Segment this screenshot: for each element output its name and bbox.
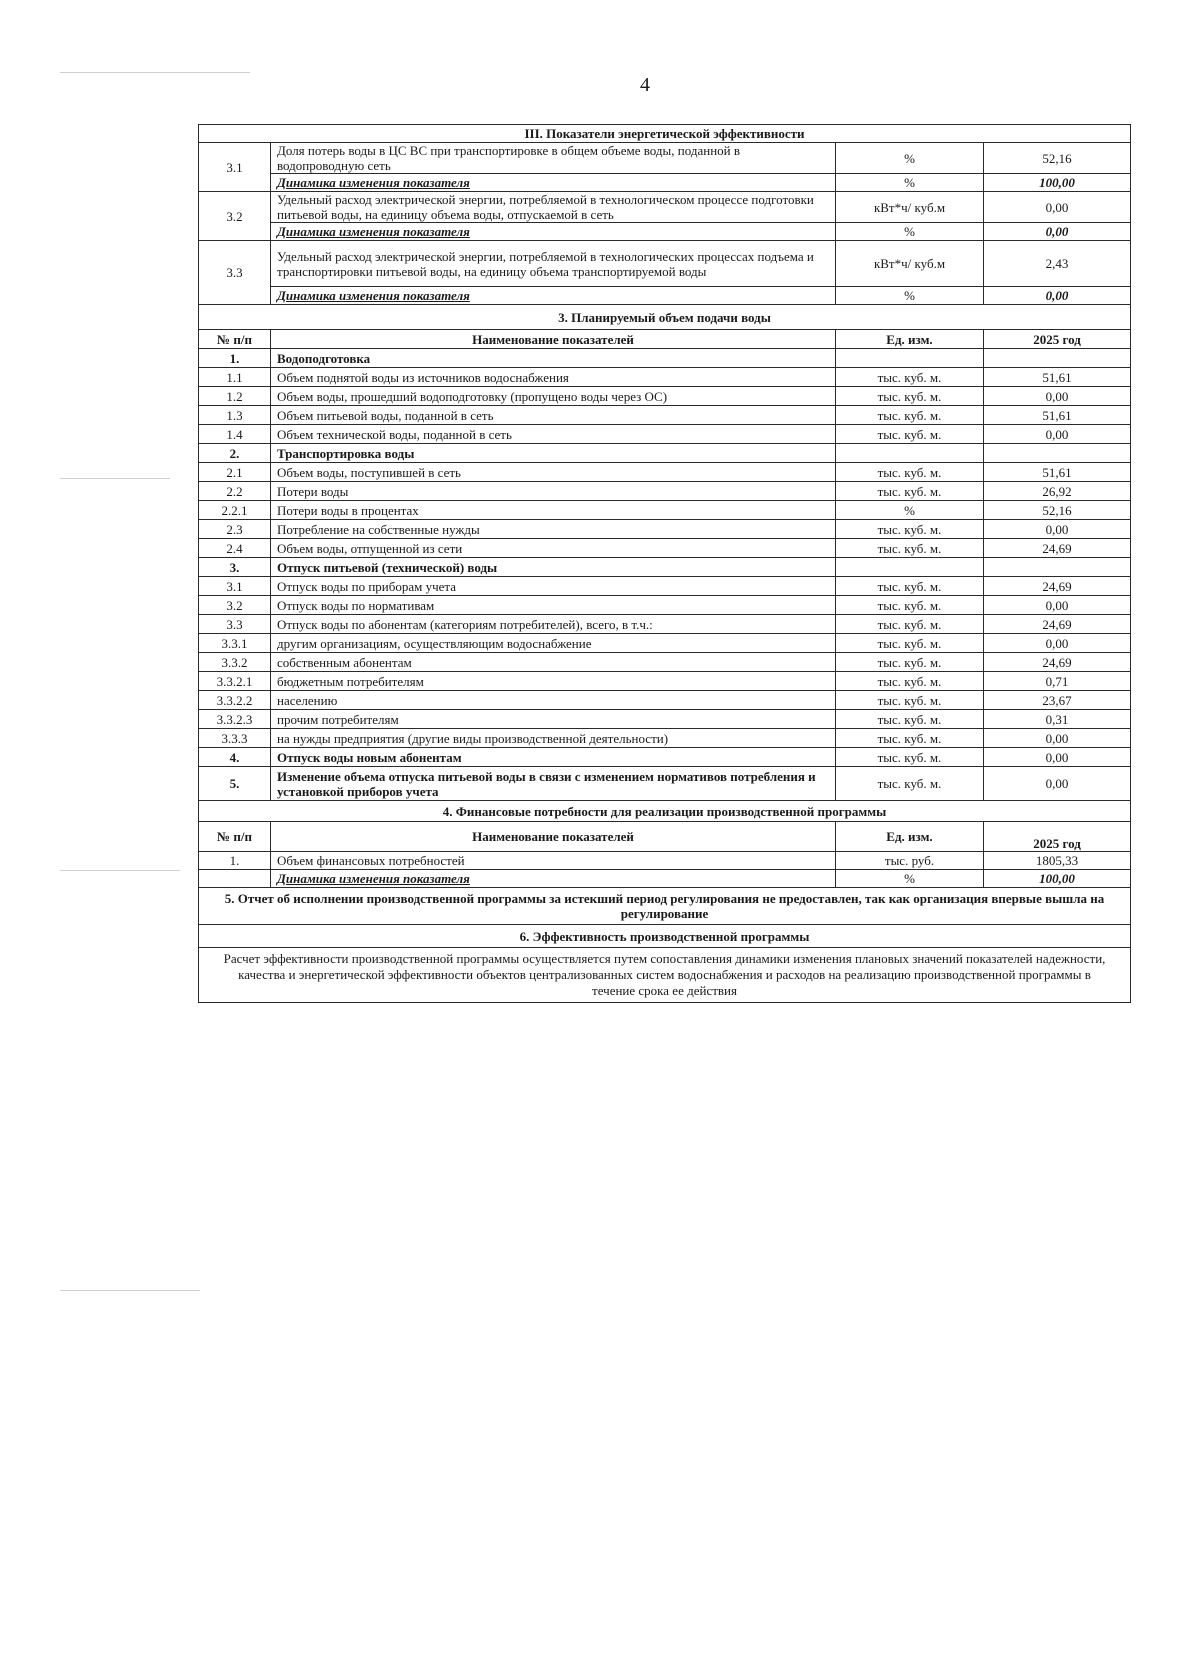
- energy-row-num: 3.2: [199, 192, 271, 241]
- supply-row-unit: тыс. куб. м.: [836, 691, 984, 710]
- supply-row-value: [984, 444, 1131, 463]
- energy-row-unit: %: [836, 143, 984, 174]
- supply-row-num: 2.3: [199, 520, 271, 539]
- supply-row-name: Изменение объема отпуска питьевой воды в связи с изменением нормативов потребления и установкой приборов учета: [271, 767, 836, 801]
- supply-row-name: Объем воды, поступившей в сеть: [271, 463, 836, 482]
- supply-row-unit: тыс. куб. м.: [836, 729, 984, 748]
- header-name: Наименование показателей: [271, 822, 836, 852]
- supply-row: [199, 634, 1131, 653]
- energy-row-value: 0,00: [984, 192, 1131, 223]
- supply-row-value: 24,69: [984, 653, 1131, 672]
- finance-row-name: Объем финансовых потребностей: [271, 852, 836, 870]
- header-num: № п/п: [199, 330, 271, 349]
- supply-row-unit: тыс. куб. м.: [836, 482, 984, 501]
- supply-row-name: собственным абонентам: [271, 653, 836, 672]
- supply-row-num: 1.: [199, 349, 271, 368]
- supply-row-unit: тыс. куб. м.: [836, 596, 984, 615]
- supply-row-unit: тыс. куб. м.: [836, 539, 984, 558]
- section-6-title: 6. Эффективность производственной программы: [199, 925, 1131, 948]
- supply-row-num: 2.2: [199, 482, 271, 501]
- supply-row-num: 3.3.1: [199, 634, 271, 653]
- supply-row-name: Потребление на собственные нужды: [271, 520, 836, 539]
- dynamics-value: 100,00: [984, 174, 1131, 192]
- section-3-title: 3. Планируемый объем подачи воды: [199, 305, 1131, 330]
- supply-row: [199, 748, 1131, 767]
- section-6-text: Расчет эффективности производственной программы осуществляется путем сопоставления динамики изменения плановых значений показателей надежности, качества и энергетической эффективности объектов централизованных систем водоснабжения и расходов на реализацию производственной программы в течение срока ее действия: [199, 948, 1131, 1003]
- finance-dynamics-unit: %: [836, 870, 984, 888]
- supply-row-num: 3.1: [199, 577, 271, 596]
- supply-row-unit: [836, 349, 984, 368]
- supply-row-value: [984, 558, 1131, 577]
- dynamics-unit: %: [836, 287, 984, 305]
- supply-row-num: 2.4: [199, 539, 271, 558]
- supply-row-value: 24,69: [984, 539, 1131, 558]
- supply-row: [199, 425, 1131, 444]
- supply-row-num: 3.3.2.1: [199, 672, 271, 691]
- supply-row-value: 23,67: [984, 691, 1131, 710]
- supply-row-value: 0,00: [984, 425, 1131, 444]
- supply-row-name: другим организациям, осуществляющим водоснабжение: [271, 634, 836, 653]
- supply-row: [199, 368, 1131, 387]
- dynamics-label: Динамика изменения показателя: [271, 223, 836, 241]
- document-body: [198, 124, 1130, 1003]
- supply-row: [199, 596, 1131, 615]
- supply-row-unit: тыс. куб. м.: [836, 463, 984, 482]
- energy-row-name: Удельный расход электрической энергии, потребляемой в технологическом процессе подготовки питьевой воды, на единицу объема воды, отпускаемой в сеть: [271, 192, 836, 223]
- supply-row-num: 3.3.2.3: [199, 710, 271, 729]
- supply-row-name: Объем питьевой воды, поданной в сеть: [271, 406, 836, 425]
- energy-row-unit: кВт*ч/ куб.м: [836, 241, 984, 287]
- supply-row-name: на нужды предприятия (другие виды производственной деятельности): [271, 729, 836, 748]
- supply-row-unit: %: [836, 501, 984, 520]
- supply-row-name: Потери воды: [271, 482, 836, 501]
- supply-row-unit: тыс. куб. м.: [836, 672, 984, 691]
- supply-row: [199, 558, 1131, 577]
- header-year: 2025 год: [984, 822, 1131, 852]
- supply-row: [199, 710, 1131, 729]
- supply-row-num: 3.2: [199, 596, 271, 615]
- supply-row-unit: тыс. куб. м.: [836, 520, 984, 539]
- supply-row-value: 0,00: [984, 634, 1131, 653]
- supply-row-num: 3.3.2.2: [199, 691, 271, 710]
- supply-row-name: Объем поднятой воды из источников водоснабжения: [271, 368, 836, 387]
- supply-row-name: Водоподготовка: [271, 349, 836, 368]
- supply-row-value: 0,00: [984, 767, 1131, 801]
- finance-dynamics-label: Динамика изменения показателя: [271, 870, 836, 888]
- supply-row-unit: [836, 558, 984, 577]
- supply-row-value: 51,61: [984, 368, 1131, 387]
- supply-row-value: 0,00: [984, 596, 1131, 615]
- supply-row-unit: тыс. куб. м.: [836, 710, 984, 729]
- supply-row-name: Отпуск воды новым абонентам: [271, 748, 836, 767]
- supply-row-num: 5.: [199, 767, 271, 801]
- supply-row-value: 0,00: [984, 520, 1131, 539]
- supply-row-name: Объем воды, отпущенной из сети: [271, 539, 836, 558]
- supply-row-name: Объем воды, прошедший водоподготовку (пропущено воды через ОС): [271, 387, 836, 406]
- section-4-title: 4. Финансовые потребности для реализации производственной программы: [199, 801, 1131, 822]
- supply-row-name: Отпуск воды по абонентам (категориям потребителей), всего, в т.ч.:: [271, 615, 836, 634]
- supply-row: [199, 463, 1131, 482]
- dynamics-value: 0,00: [984, 287, 1131, 305]
- supply-row-unit: тыс. куб. м.: [836, 406, 984, 425]
- header-unit: Ед. изм.: [836, 330, 984, 349]
- header-unit: Ед. изм.: [836, 822, 984, 852]
- supply-row-name: прочим потребителям: [271, 710, 836, 729]
- program-table: [198, 124, 1131, 1003]
- supply-row-num: 3.3.2: [199, 653, 271, 672]
- section-energy-title: III. Показатели энергетической эффективности: [199, 125, 1131, 143]
- supply-row-unit: тыс. куб. м.: [836, 767, 984, 801]
- supply-row: [199, 577, 1131, 596]
- header-num: № п/п: [199, 822, 271, 852]
- header-year: 2025 год: [984, 330, 1131, 349]
- supply-row-num: 1.1: [199, 368, 271, 387]
- supply-row-name: Транспортировка воды: [271, 444, 836, 463]
- supply-row-value: 24,69: [984, 577, 1131, 596]
- section-5-text: 5. Отчет об исполнении производственной программы за истекший период регулирования не предоставлен, так как организация впервые вышла на регулирование: [199, 888, 1131, 925]
- supply-row-value: 0,31: [984, 710, 1131, 729]
- supply-row-value: 0,00: [984, 729, 1131, 748]
- supply-row: [199, 349, 1131, 368]
- supply-row-unit: тыс. куб. м.: [836, 387, 984, 406]
- supply-row-num: 2.2.1: [199, 501, 271, 520]
- supply-row-name: Объем технической воды, поданной в сеть: [271, 425, 836, 444]
- dynamics-value: 0,00: [984, 223, 1131, 241]
- supply-row-num: 1.3: [199, 406, 271, 425]
- supply-row: [199, 444, 1131, 463]
- page-number: 4: [640, 74, 650, 96]
- supply-row-value: 26,92: [984, 482, 1131, 501]
- supply-row-name: населению: [271, 691, 836, 710]
- energy-row-unit: кВт*ч/ куб.м: [836, 192, 984, 223]
- supply-row-value: [984, 349, 1131, 368]
- dynamics-label: Динамика изменения показателя: [271, 174, 836, 192]
- supply-row-num: 1.2: [199, 387, 271, 406]
- supply-row-value: 52,16: [984, 501, 1131, 520]
- supply-row-unit: тыс. куб. м.: [836, 653, 984, 672]
- supply-row: [199, 767, 1131, 801]
- supply-row-value: 0,71: [984, 672, 1131, 691]
- supply-row: [199, 387, 1131, 406]
- supply-row: [199, 691, 1131, 710]
- supply-row-value: 0,00: [984, 387, 1131, 406]
- supply-row-unit: тыс. куб. м.: [836, 425, 984, 444]
- dynamics-unit: %: [836, 223, 984, 241]
- supply-row-name: бюджетным потребителям: [271, 672, 836, 691]
- dynamics-unit: %: [836, 174, 984, 192]
- supply-row-num: 3.3.3: [199, 729, 271, 748]
- supply-row-num: 2.: [199, 444, 271, 463]
- energy-row-value: 52,16: [984, 143, 1131, 174]
- header-name: Наименование показателей: [271, 330, 836, 349]
- supply-row-unit: тыс. куб. м.: [836, 634, 984, 653]
- supply-row-value: 24,69: [984, 615, 1131, 634]
- supply-row-unit: тыс. куб. м.: [836, 748, 984, 767]
- supply-row: [199, 539, 1131, 558]
- supply-row-num: 3.: [199, 558, 271, 577]
- supply-row-name: Отпуск воды по нормативам: [271, 596, 836, 615]
- energy-row-num: 3.3: [199, 241, 271, 305]
- energy-row-num: 3.1: [199, 143, 271, 192]
- supply-row: [199, 672, 1131, 691]
- supply-row: [199, 729, 1131, 748]
- supply-row: [199, 615, 1131, 634]
- supply-rows: [199, 349, 1131, 801]
- dynamics-label: Динамика изменения показателя: [271, 287, 836, 305]
- supply-row-value: 51,61: [984, 463, 1131, 482]
- supply-row-unit: [836, 444, 984, 463]
- supply-row-num: 4.: [199, 748, 271, 767]
- supply-row: [199, 406, 1131, 425]
- finance-row-num: 1.: [199, 852, 271, 870]
- supply-row-unit: тыс. куб. м.: [836, 577, 984, 596]
- energy-row-name: Доля потерь воды в ЦС ВС при транспортировке в общем объеме воды, поданной в водопроводную сеть: [271, 143, 836, 174]
- supply-row-unit: тыс. куб. м.: [836, 368, 984, 387]
- finance-dynamics-value: 100,00: [984, 870, 1131, 888]
- supply-row-unit: тыс. куб. м.: [836, 615, 984, 634]
- supply-row: [199, 520, 1131, 539]
- energy-row-value: 2,43: [984, 241, 1131, 287]
- supply-row-num: 3.3: [199, 615, 271, 634]
- supply-row-num: 1.4: [199, 425, 271, 444]
- supply-row-name: Потери воды в процентах: [271, 501, 836, 520]
- supply-row: [199, 482, 1131, 501]
- supply-row-num: 2.1: [199, 463, 271, 482]
- finance-row-value: 1805,33: [984, 852, 1131, 870]
- energy-row-name: Удельный расход электрической энергии, потребляемой в технологических процессах подъема и транспортировки питьевой воды, на единицу объема транспортируемой воды: [271, 241, 836, 287]
- finance-row-unit: тыс. руб.: [836, 852, 984, 870]
- supply-row-name: Отпуск питьевой (технической) воды: [271, 558, 836, 577]
- supply-row-value: 51,61: [984, 406, 1131, 425]
- supply-row: [199, 653, 1131, 672]
- supply-row: [199, 501, 1131, 520]
- supply-row-value: 0,00: [984, 748, 1131, 767]
- supply-row-name: Отпуск воды по приборам учета: [271, 577, 836, 596]
